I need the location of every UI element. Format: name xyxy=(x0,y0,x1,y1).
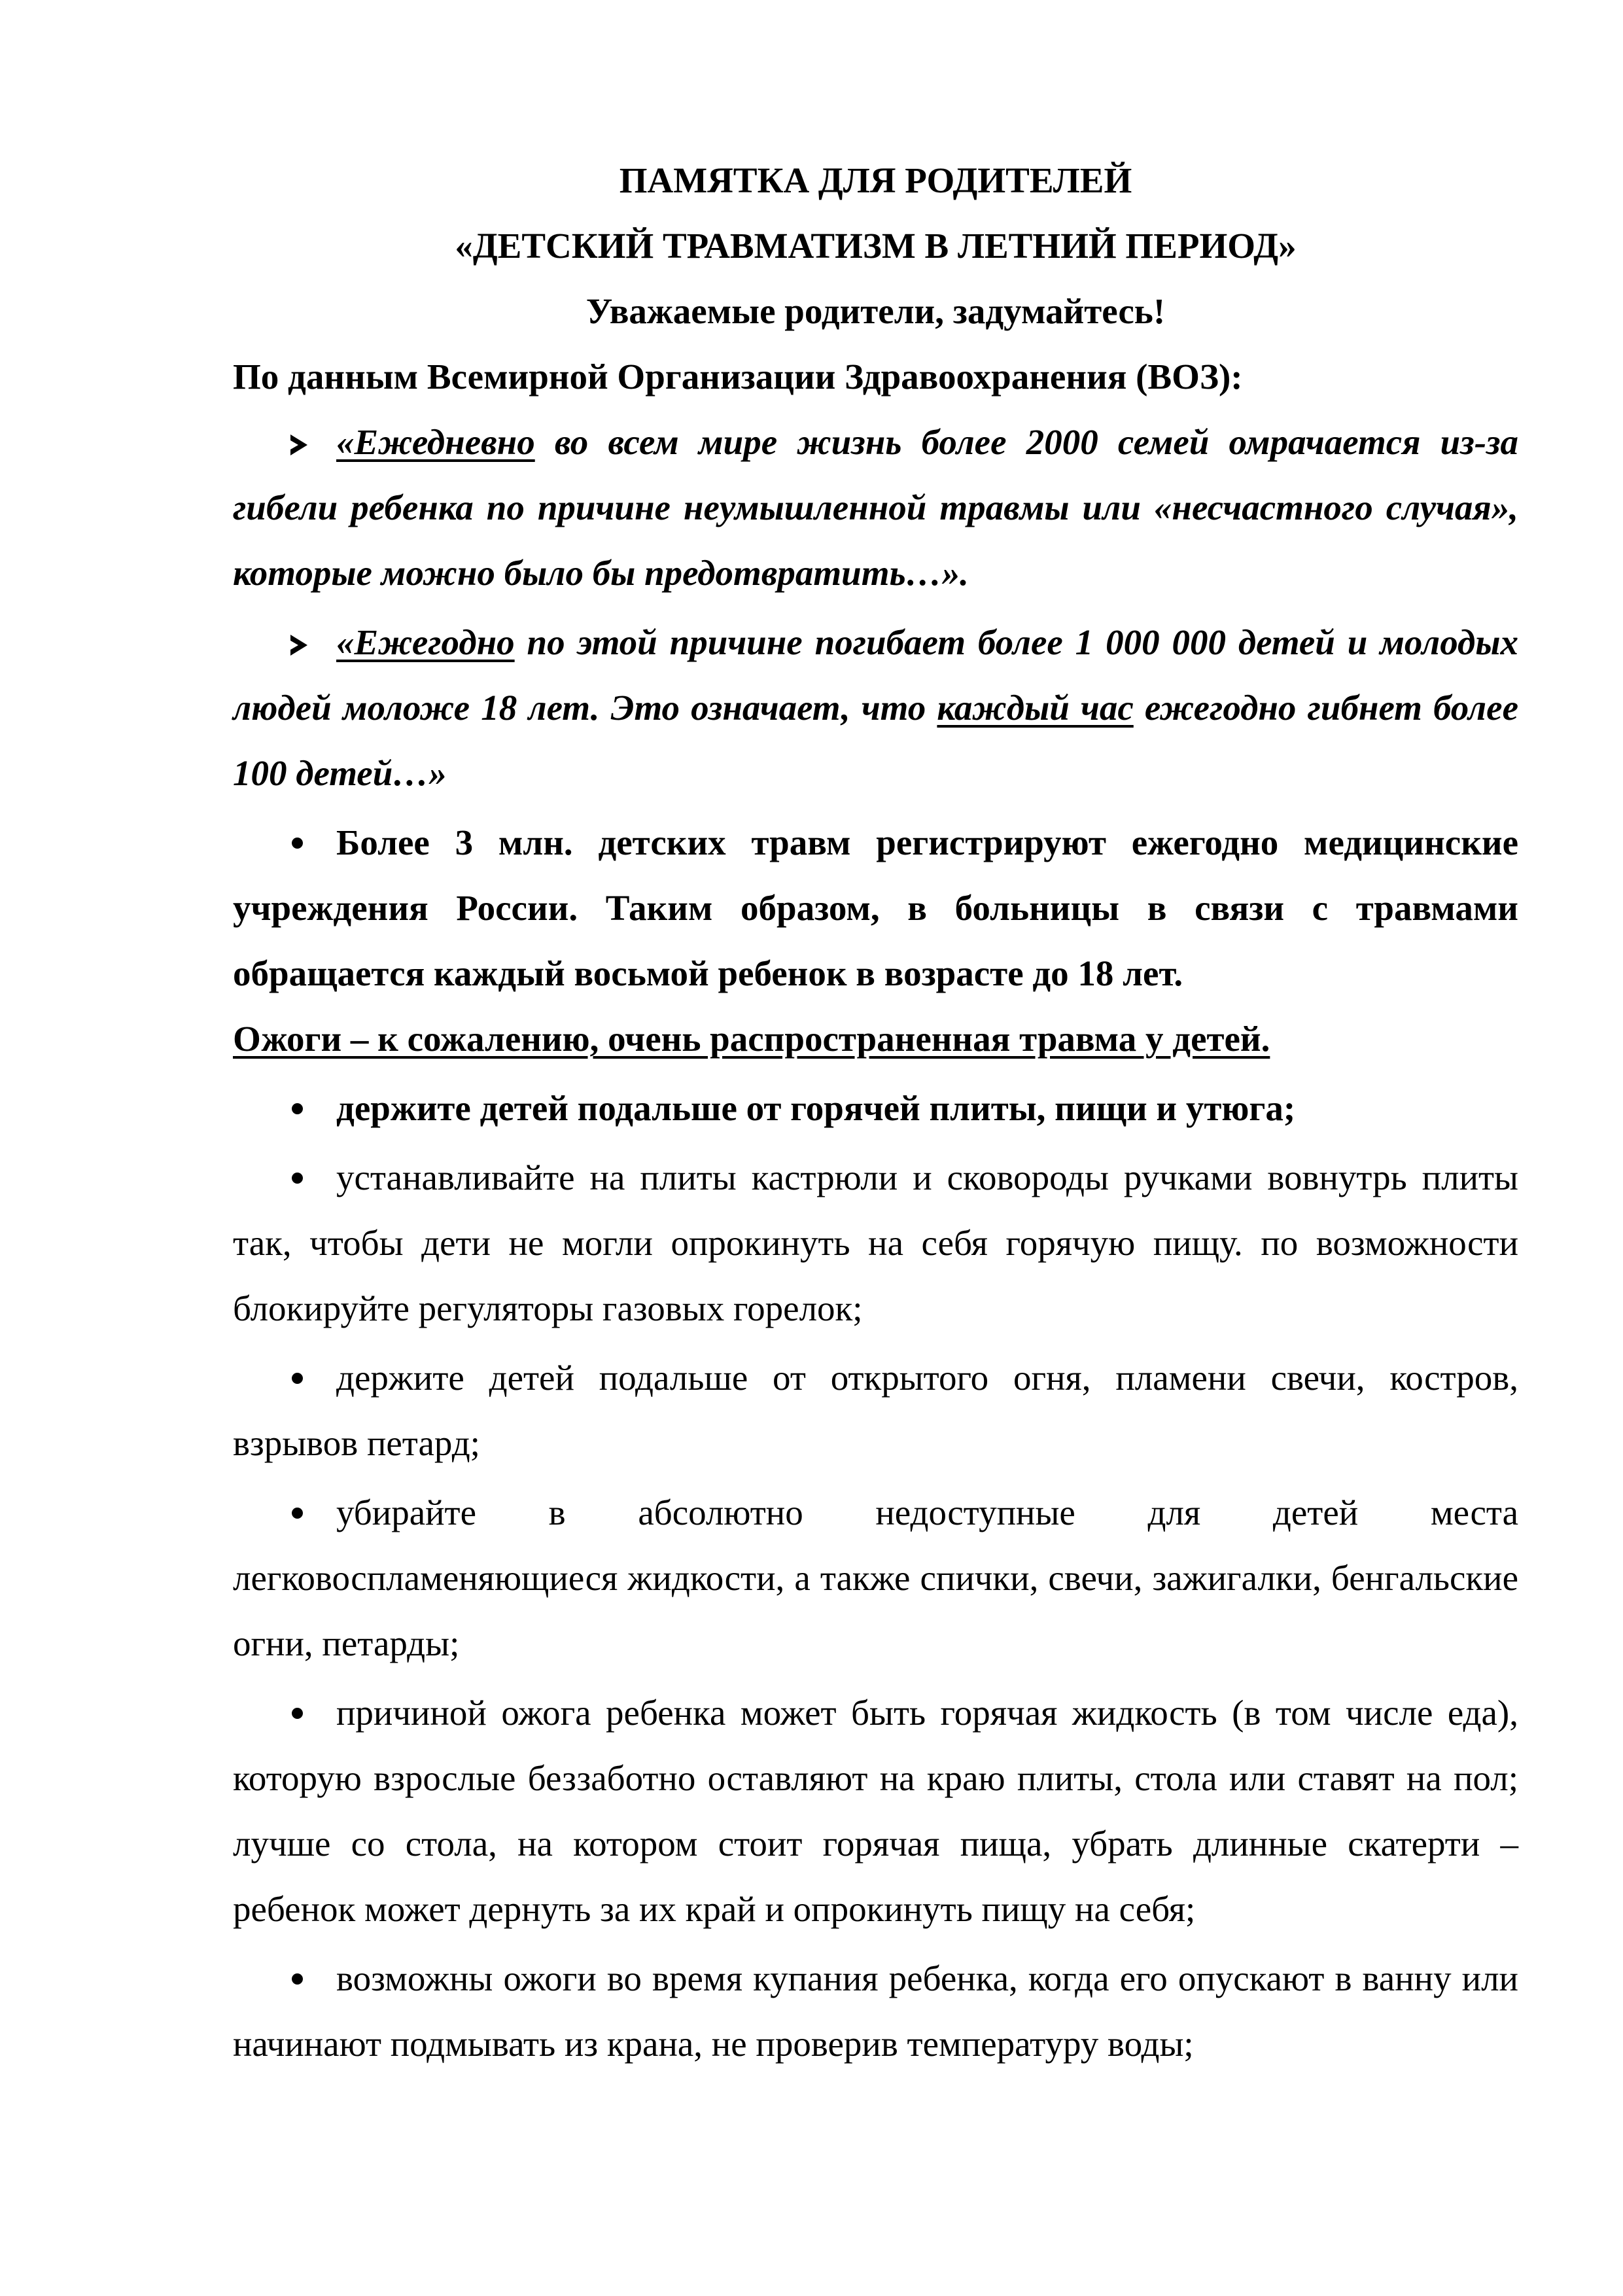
burns-item-text: причиной ожога ребенка может быть горячая жидкость (в том числе еда), которую взрослые беззаботно оставляют на краю плиты, стола или ставят на пол; лучше со стола, на котором стоит горячая пища, убрать длинные скатерти – ребенок может дернуть за их край и опрокинуть пищу на себя; xyxy=(233,1693,1518,1929)
burns-bold-item xyxy=(233,1076,1518,1141)
burns-bold-item-text: держите детей подальше от горячей плиты, пищи и утюга; xyxy=(336,1088,1296,1128)
quote-1-text: во всем мире жизнь более 2000 семей омрачается из-за гибели ребенка по причине неумышленной травмы или «несчастного случая», которые можно было бы предотвратить…». xyxy=(233,422,1518,593)
bullet-dot-icon xyxy=(285,1145,336,1210)
quote-2-underlined: «Ежегодно xyxy=(336,622,515,662)
stat-bullet xyxy=(233,810,1518,1006)
burns-item-1 xyxy=(233,1145,1518,1341)
burns-item-text: держите детей подальше от открытого огня, пламени свечи, костров, взрывов петард; xyxy=(233,1358,1518,1463)
arrow-bullet-icon xyxy=(285,410,336,475)
quote-1-underlined: «Ежедневно xyxy=(336,422,535,462)
quote-2 xyxy=(233,610,1518,806)
bullet-dot-icon xyxy=(285,1946,336,2011)
quote-2-underlined-2: каждый час xyxy=(937,688,1134,728)
title-line-1: ПАМЯТКА ДЛЯ РОДИТЕЛЕЙ xyxy=(619,160,1132,200)
quote-1 xyxy=(233,410,1518,606)
title-line-2: «ДЕТСКИЙ ТРАВМАТИЗМ В ЛЕТНИЙ ПЕРИОД» xyxy=(455,226,1297,266)
subtitle: Уважаемые родители, задумайтесь! xyxy=(585,291,1166,331)
who-intro: По данным Всемирной Организации Здравоохранения (ВОЗ): xyxy=(233,357,1243,397)
quote-2-text: по этой причине погибает более 1 000 000 детей и молодых людей моложе 18 лет. Это означает, что xyxy=(233,622,1518,728)
burns-item-2 xyxy=(233,1345,1518,1476)
stat-bullet-text: Более 3 млн. детских травм регистрируют ежегодно медицинские учреждения России. Таким образом, в больницы в связи с травмами обращается каждый восьмой ребенок в возрасте до 18 лет. xyxy=(233,822,1518,993)
burns-item-text: возможны ожоги во время купания ребенка, когда его опускают в ванну или начинают подмывать из крана, не проверив температуру воды; xyxy=(233,1958,1518,2064)
burns-item-4 xyxy=(233,1680,1518,1942)
burns-item-text: устанавливайте на плиты кастрюли и сковороды ручками вовнутрь плиты так, чтобы дети не могли опрокинуть на себя горячую пищу. по возможности блокируйте регуляторы газовых горелок; xyxy=(233,1157,1518,1328)
bullet-dot-icon xyxy=(285,1680,336,1746)
bullet-dot-icon xyxy=(285,1345,336,1411)
arrow-bullet-icon xyxy=(285,610,336,675)
burns-heading: Ожоги – к сожалению, очень распространенная травма у детей. xyxy=(233,1019,1270,1059)
quote-2-text-end: ежегодно гибнет более 100 детей…» xyxy=(233,688,1518,793)
bullet-dot-icon xyxy=(285,1076,336,1141)
burns-item-3 xyxy=(233,1480,1518,1676)
burns-item-text: убирайте в абсолютно недоступные для детей места легковоспламеняющиеся жидкости, а также спички, свечи, зажигалки, бенгальские огни, петарды; xyxy=(233,1492,1518,1663)
bullet-dot-icon xyxy=(285,1480,336,1545)
burns-item-5 xyxy=(233,1946,1518,2077)
bullet-dot-icon xyxy=(285,810,336,875)
